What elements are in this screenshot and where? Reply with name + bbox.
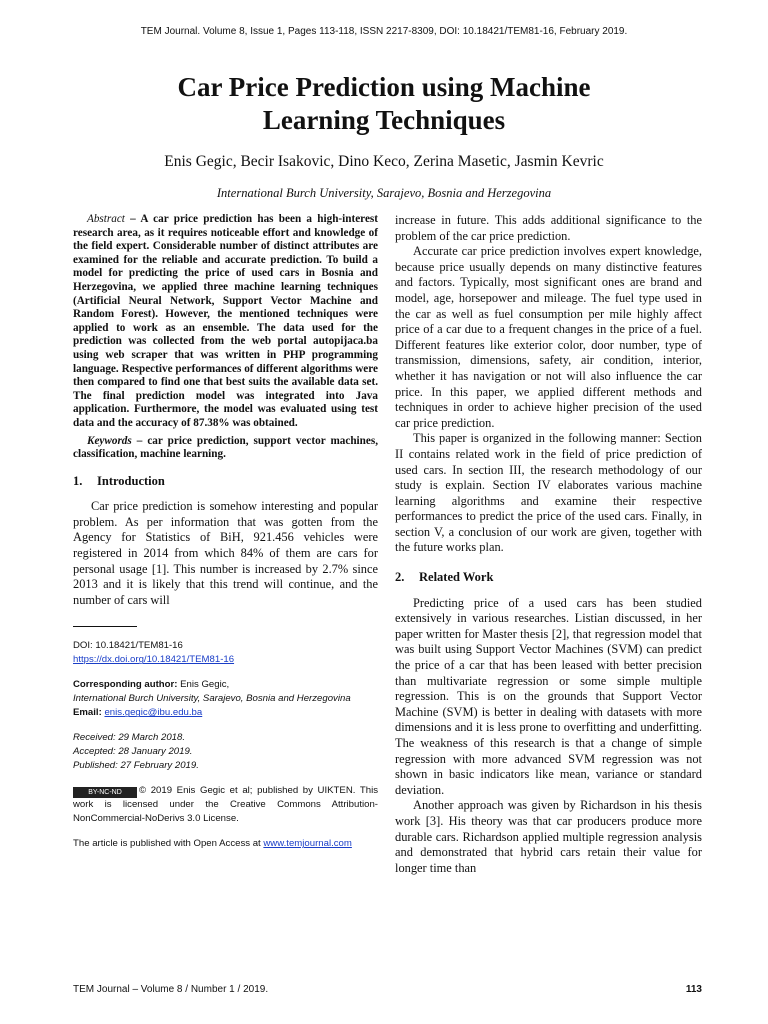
intro-paragraph-1: Car price prediction is somehow interesting and popular problem. As per information that was gotten from the Agency for Statistics of BiH, 921.456 vehicles were registered in 2014 from which 84% of them are cars for personal usage [1]. This number is increased by 2.7% since 2013 and it is likely that this trend will continue, and the number of cars will: [73, 499, 378, 607]
section-number: 2.: [395, 570, 405, 585]
related-paragraph-1: Predicting price of a used cars has been studied extensively in various researches. Listian discussed, in her paper written for Master thesis [2], that regression model that was built using Support Vector Machines (SVM) can predict the price of a car that has been leased with better precision than multivariate regression or some simple multiple regression. This is on the grounds that Support Vector Machine (SVM) is better in dealing with datasets with more dimensions and it is less prone to overfitting and underfitting. The weakness of this research is that a change of simple regression with more advanced SVM regression was not shown in basic indicators like mean, variance or standard deviation.: [395, 595, 702, 797]
doi-label: DOI: 10.18421/TEM81-16: [73, 640, 183, 652]
published-date: Published: 27 February 2019.: [73, 760, 199, 772]
paper-title: [0, 71, 768, 137]
section-heading-related-work: [395, 570, 702, 586]
corresponding-author-label: Corresponding author:: [73, 679, 178, 691]
corresponding-author-affiliation: International Burch University, Sarajevo, Bosnia and Herzegovina: [73, 693, 351, 705]
journal-site-link[interactable]: www.temjournal.com: [263, 838, 352, 850]
section-title: Introduction: [97, 473, 165, 488]
section-title: Related Work: [419, 570, 494, 585]
keywords: [73, 435, 378, 462]
keywords-label: Keywords: [87, 434, 132, 447]
section-heading-introduction: [73, 474, 378, 490]
right-column: [395, 213, 702, 876]
corresponding-author-block: [73, 678, 378, 720]
email-label: Email:: [73, 707, 102, 719]
license-text: © 2019 Enis Gegic et al; published by UIKTEN. This work is licensed under the Creative Commons Attribution-NonCommercial-NoDerivs 3.0 License.: [73, 785, 378, 825]
corresponding-author-name: Enis Gegic,: [177, 679, 230, 691]
intro-paragraph-2: Accurate car price prediction involves expert knowledge, because price usually depends on many distinctive features and factors. Typically, most significant ones are brand and model, age, horsepower and mileage. The fuel type used in the car as well as fuel consumption per mile highly affect price of a car due to a frequent changes in the price of a fuel. Different features like exterior color, door number, type of transmission, dimensions, safety, air condition, interior, whether it has navigation or not will also influence the car price. In this paper, we applied different methods and techniques in order to achieve higher precision of the used car price prediction.: [395, 244, 702, 430]
received-date: Received: 29 March 2018.: [73, 732, 185, 744]
doi-block: [73, 639, 378, 667]
section-number: 1.: [73, 473, 83, 488]
accepted-date: Accepted: 28 January 2019.: [73, 746, 193, 758]
dates-block: [73, 731, 378, 773]
footnote-divider: [73, 626, 137, 627]
page-footer: [73, 984, 702, 995]
footer-journal: TEM Journal – Volume 8 / Number 1 / 2019.: [73, 984, 269, 995]
running-header: TEM Journal. Volume 8, Issue 1, Pages 113-118, ISSN 2217-8309, DOI: 10.18421/TEM81-16, February 2019.: [140, 26, 628, 37]
email-link[interactable]: enis.gegic@ibu.edu.ba: [104, 707, 203, 719]
abstract-text: – A car price prediction has been a high-interest research area, as it requires noticeable effort and knowledge of the field expert. Considerable number of distinct attributes are examined for the reliable and accurate prediction. To build a model for predicting the price of used cars in Bosnia and Herzegovina, we applied three machine learning techniques (Artificial Neural Network, Support Vector Machine and Random Forest). However, the mentioned techniques were applied to work as an ensemble. The data used for the prediction was collected from the web portal autopijaca.ba using web scraper that was written in PHP programming language. Respective performances of different algorithms were then compared to find one that best suits the available data set. The final prediction model was integrated into Java application. Furthermore, the model was evaluated using test data and the accuracy of 87.38% was obtained.: [73, 213, 378, 429]
license-block: [73, 784, 378, 826]
author-list: Enis Gegic, Becir Isakovic, Dino Keco, Zerina Masetic, Jasmin Kevric: [164, 153, 604, 170]
related-paragraph-2: Another approach was given by Richardson in his thesis work [3]. His theory was that car producers produce more durable cars. Richardson applied multiple regression analysis and demonstrated that hybrid cars retain their value for longer time than: [395, 798, 702, 875]
intro-paragraph-3: This paper is organized in the following manner: Section II contains related work in the field of price prediction of used cars. In section III, the research methodology of our study is explain. Section IV elaborates various machine learning algorithms and examine their respective performances to predict the price of the used cars. Finally, in section V, a conclusion of our work are given, together with the future works plan.: [395, 431, 702, 555]
cc-license-icon: BY-NC-ND: [73, 787, 137, 798]
footnote-block: [73, 639, 378, 851]
affiliation: International Burch University, Sarajevo, Bosnia and Herzegovina: [216, 186, 552, 200]
abstract: [73, 213, 378, 431]
keywords-text: – car price prediction, support vector machines, classification, machine learning.: [73, 434, 378, 461]
open-access-block: [73, 837, 378, 851]
doi-link[interactable]: https://dx.doi.org/10.18421/TEM81-16: [73, 654, 235, 666]
left-column: [73, 213, 378, 862]
page-number: 113: [685, 984, 702, 995]
open-access-text: The article is published with Open Access at: [73, 838, 264, 850]
title-line-1: Car Price Prediction using Machine: [177, 72, 591, 102]
title-line-2: Learning Techniques: [262, 105, 506, 135]
abstract-label: Abstract: [87, 213, 125, 225]
intro-paragraph-1-continued: increase in future. This adds additional significance to the problem of the car price prediction.: [395, 213, 702, 243]
